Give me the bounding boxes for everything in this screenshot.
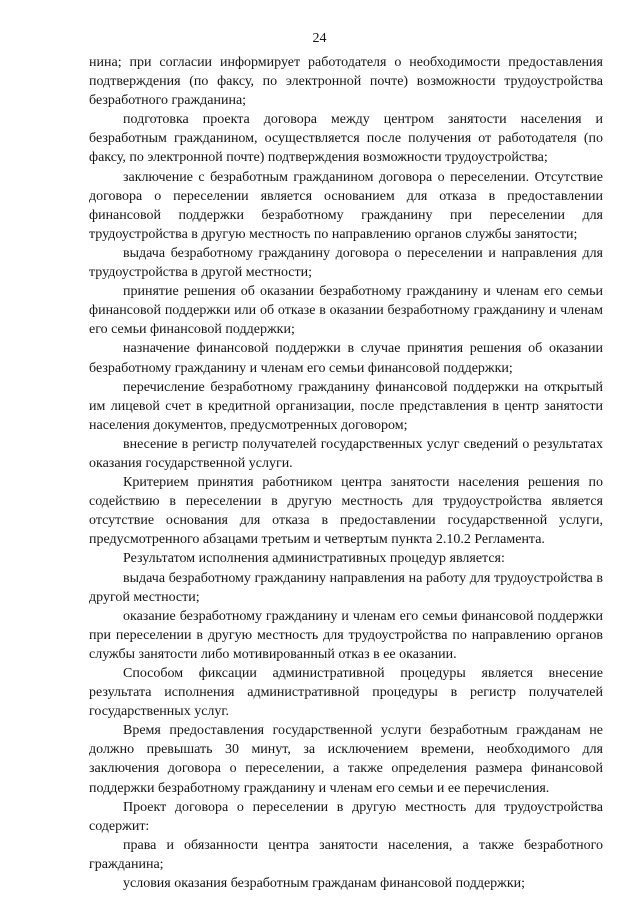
paragraph-result-support: оказание безработному гражданину и членам его семьи финансовой поддержки при переселении в другую местность для трудоустройства по направлению органов службы занятости либо мотивированный отказ в ее оказании. bbox=[89, 608, 603, 662]
paragraph-contract-contents: Проект договора о переселении в другую местность для трудоустройства содержит: bbox=[89, 799, 603, 834]
paragraph-support-transfer: перечисление безработному гражданину финансовой поддержки на открытый им лицевой счет в кредитной организации, после представления в центр занятости населения документов, предусмотренных договором; bbox=[89, 379, 603, 433]
paragraph-support-assignment: назначение финансовой поддержки в случае принятия решения об оказании безработному гражданину и членам его семьи финансовой поддержки; bbox=[89, 341, 603, 376]
paragraph-result-referral: выдача безработному гражданину направления на работу для трудоустройства в другой местности; bbox=[89, 570, 603, 605]
paragraph-result-heading: Результатом исполнения административных процедур является: bbox=[123, 551, 505, 567]
page-number: 24 bbox=[312, 31, 327, 46]
paragraph-support-decision: принятие решения об оказании безработному гражданину и членам его семьи финансовой поддержки или об отказе в оказании безработному гражданину и членам его семьи финансовой поддержки; bbox=[89, 284, 603, 338]
paragraph-fixation-method: Способом фиксации административной процедуры является внесение результата исполнения административной процедуры в регистр получателей государственных услуг. bbox=[89, 666, 603, 720]
paragraph-rights-duties: права и обязанности центра занятости населения, а также безработного гражданина; bbox=[89, 837, 603, 872]
paragraph-registry-entry: внесение в регистр получателей государственных услуг сведений о результатах оказания государственной услуги. bbox=[89, 436, 603, 471]
paragraph-decision-criterion: Критерием принятия работником центра занятости населения решения по содействию в переселении в другую местность для трудоустройства является отсутствие основания для отказа в предоставлении государственной услуги, предусмотренного абзацами третьим и четвертым пункта 2.10.2 Регламента. bbox=[89, 475, 603, 548]
paragraph-continuation: нина; при согласии информирует работодателя о необходимости предоставления подтверждения (по факсу, по электронной почте) возможности трудоустройства безработного гражданина; bbox=[89, 55, 603, 109]
paragraph-contract-issuance: выдача безработному гражданину договора о переселении и направления для трудоустройства в другой местности; bbox=[89, 245, 603, 281]
paragraph-support-conditions: условия оказания безработным гражданам финансовой поддержки; bbox=[123, 876, 526, 892]
document-body bbox=[89, 53, 603, 893]
paragraph-contract-conclusion: заключение с безработным гражданином договора о переселении. Отсутствие договора о переселении является основанием для отказа в предоставлении финансовой поддержки безработному гражданину при переселении для трудоустройства в другую местность по направлению органов службы занятости; bbox=[89, 169, 603, 242]
paragraph-service-time: Время предоставления государственной услуги безработным гражданам не должно превышать 30 минут, за исключением времени, необходимого для заключения договора о переселении, а также определения размера финансовой поддержки безработному гражданину и членам его семьи и ее перечисления. bbox=[89, 723, 603, 796]
paragraph-contract-preparation: подготовка проекта договора между центром занятости населения и безработным гражданином, осуществляется после получения от работодателя (по факсу, по электронной почте) подтверждения возможности трудоустройства; bbox=[89, 112, 603, 166]
